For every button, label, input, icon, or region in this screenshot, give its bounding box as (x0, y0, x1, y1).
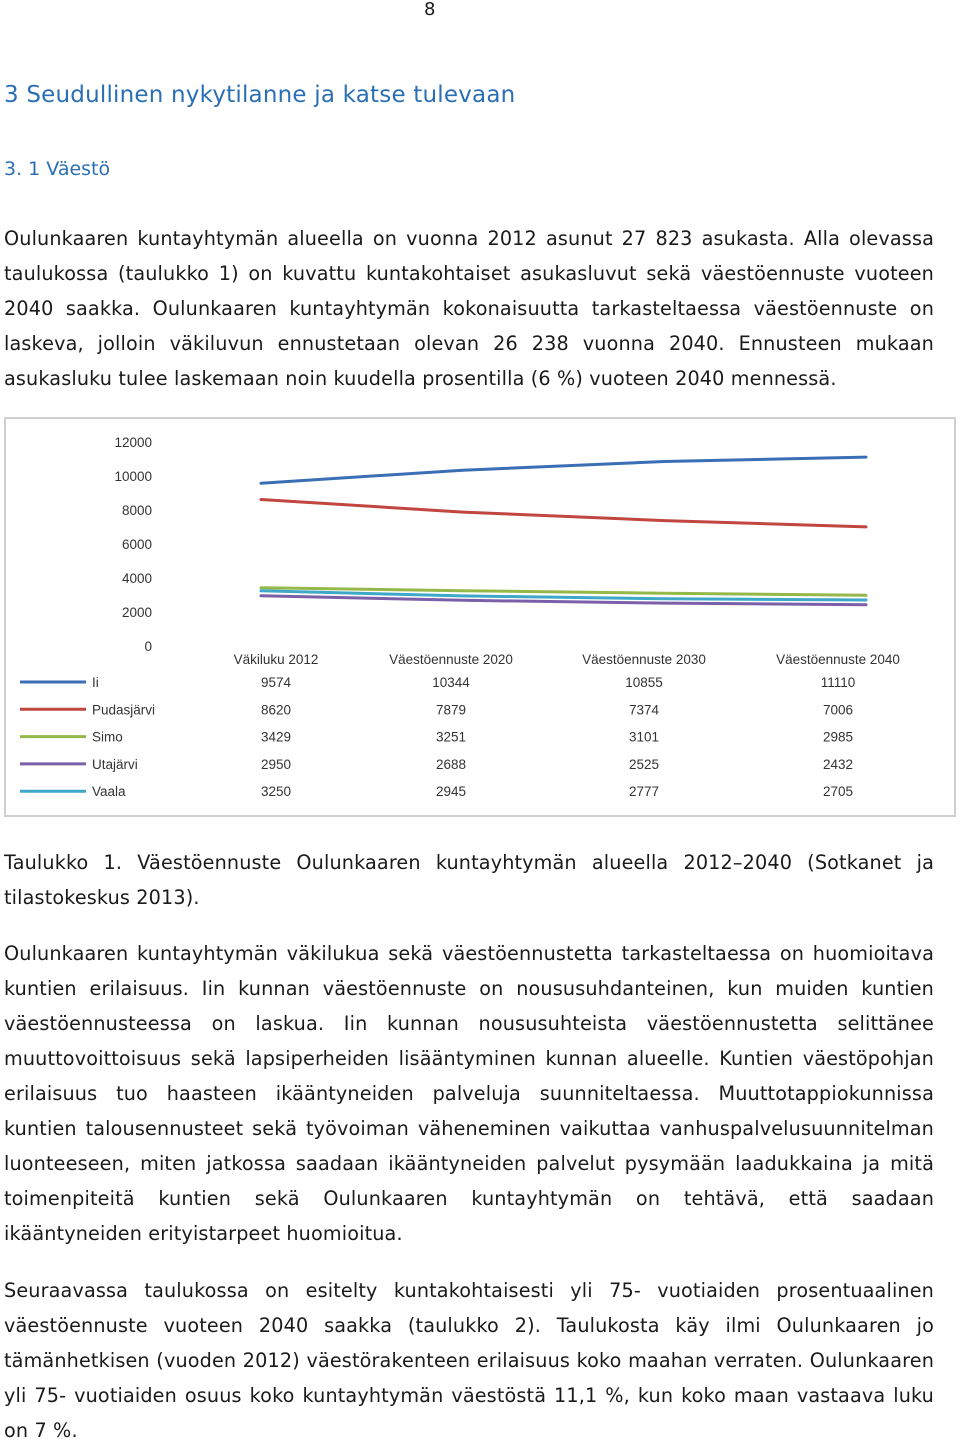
table-cell-value: 3101 (628, 729, 660, 745)
y-tick-label: 6000 (121, 537, 152, 552)
table-cell-value: 7879 (435, 702, 467, 718)
population-chart (4, 417, 956, 817)
table-column-header: Väestöennuste 2030 (582, 652, 706, 667)
table-column-header: Väkiluku 2012 (233, 652, 319, 667)
table-cell-value: 3250 (260, 784, 292, 800)
page-number: 8 (424, 0, 436, 20)
y-tick-label: 10000 (114, 469, 152, 484)
table-column-header: Väestöennuste 2040 (776, 652, 900, 667)
series-line-pudasjärvi (261, 500, 866, 527)
table-caption: Taulukko 1. Väestöennuste Oulunkaaren kuntayhtymän alueella 2012–2040 (Sotkanet ja tilastokeskus 2013). (4, 851, 934, 909)
table-cell-value: 2525 (628, 756, 660, 772)
intro-paragraph: Oulunkaaren kuntayhtymän alueella on vuonna 2012 asunut 27 823 asukasta. Alla olevassa taulukossa (taulukko 1) on kuvattu kuntakohtaiset asukasluvut sekä väestöennuste vuoteen 2040 saakka. Oulunkaaren kuntayhtymän kokonaisuutta tarkasteltaessa väestöennuste on laskeva, jolloin väkiluvun ennustetaan olevan 26 238 vuonna 2040. Ennusteen mukaan asukasluku tulee laskemaan noin kuudella prosentilla (6 %) vuoteen 2040 mennessä. (4, 227, 934, 390)
table-column-header: Väestöennuste 2020 (389, 652, 513, 667)
y-tick-label: 4000 (121, 571, 152, 586)
section-heading: 3 Seudullinen nykytilanne ja katse tulevaan (4, 82, 516, 108)
series-line-ii (261, 457, 866, 483)
subsection-heading: 3. 1 Väestö (4, 158, 111, 180)
table-cell-value: 2432 (822, 756, 854, 772)
table-cell-value: 11110 (820, 675, 856, 690)
table-cell-value: 10855 (625, 675, 663, 690)
table-cell-value: 3429 (260, 729, 292, 745)
table-cell-value: 2945 (435, 784, 467, 800)
table-cell-value: 9574 (260, 675, 292, 690)
legend-label: Pudasjärvi (92, 702, 156, 718)
y-tick-label: 2000 (121, 605, 152, 620)
legend-label: Utajärvi (92, 756, 138, 772)
followup-paragraph: Seuraavassa taulukossa on esitelty kuntakohtaisesti yli 75- vuotiaiden prosentuaalinen väestöennuste vuoteen 2040 saakka (taulukko 2). Taulukosta käy ilmi Oulunkaaren jo tämänhetkisen (vuoden 2012) väestörakenteen erilaisuus koko maahan verraten. Oulunkaaren yli 75- vuotiaiden osuus koko kuntayhtymän väestöstä 11,1 %, kun koko maan vastaava luku on 7 %. (4, 1279, 934, 1442)
y-tick-label: 12000 (114, 435, 152, 450)
table-cell-value: 7006 (822, 702, 854, 718)
table-cell-value: 8620 (260, 702, 292, 718)
table-cell-value: 2950 (260, 756, 292, 772)
legend-label: Vaala (92, 784, 126, 800)
table-cell-value: 3251 (435, 729, 467, 745)
chart-svg (6, 419, 954, 815)
table-cell-value: 2705 (822, 784, 854, 800)
analysis-paragraph: Oulunkaaren kuntayhtymän väkilukua sekä väestöennustetta tarkasteltaessa on huomioitava kuntien erilaisuus. Iin kunnan väestöennuste on noususuhdanteinen, kun muiden kuntien väestöennusteessa on laskua. Iin kunnan noususuhteista väestöennustetta selittänee muuttovoittoisuus sekä lapsiperheiden lisääntyminen kunnan alueelle. Kuntien väestöpohjan erilaisuus tuo haasteen ikääntyneiden palveluja suunniteltaessa. Muuttotappiokunnissa kuntien talousennusteet sekä työvoiman väheneminen vaikuttaa vanhuspalvelusuunnitelman luonteeseen, miten jatkossa saadaan ikääntyneiden palvelut pysymään laadukkaina ja mitä toimenpiteitä kuntien sekä Oulunkaaren kuntayhtymän on tehtävä, että saadaan ikääntyneiden erityistarpeet huomioitua. (4, 942, 934, 1245)
y-tick-label: 8000 (121, 503, 152, 518)
y-tick-label: 0 (144, 639, 152, 654)
table-cell-value: 7374 (628, 702, 660, 718)
table-cell-value: 2777 (628, 784, 660, 800)
legend-label: Ii (92, 675, 99, 690)
legend-label: Simo (92, 729, 123, 745)
table-cell-value: 2985 (822, 729, 854, 745)
table-cell-value: 10344 (432, 675, 470, 690)
table-cell-value: 2688 (435, 756, 467, 772)
